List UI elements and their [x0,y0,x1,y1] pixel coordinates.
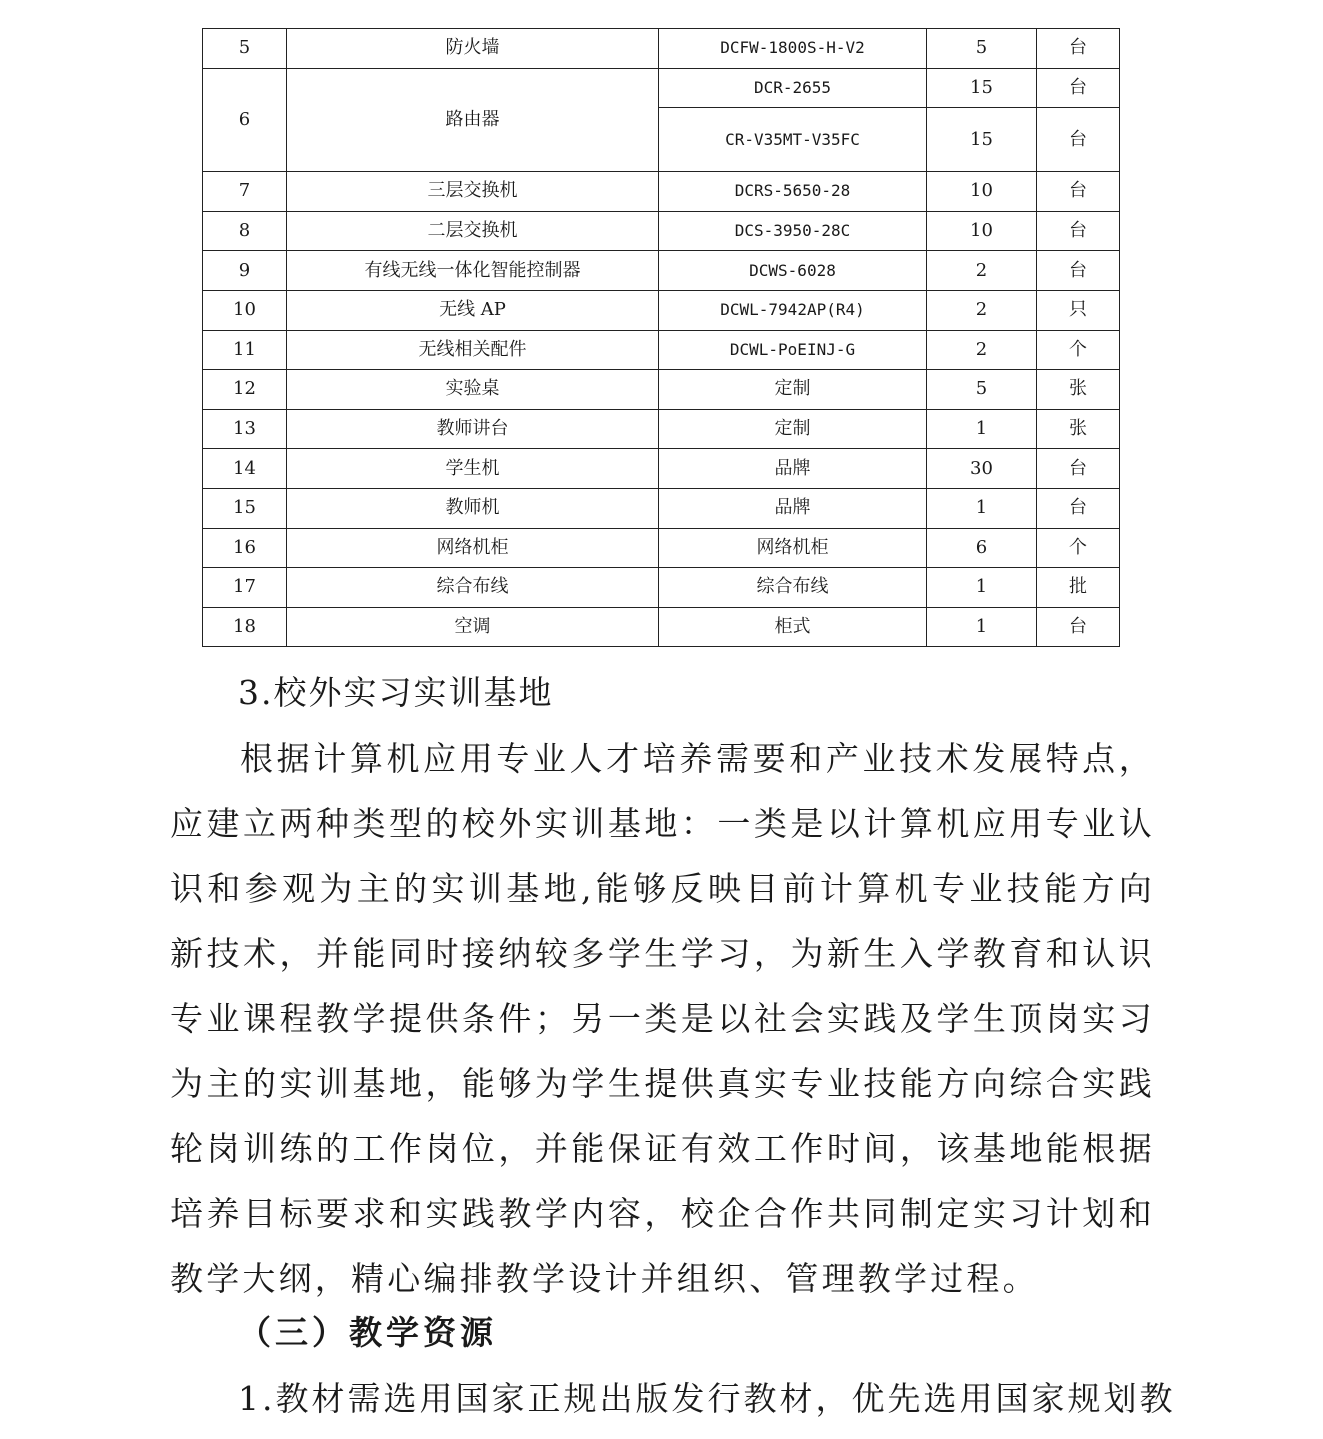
row-model: DCRS-5650-28 [659,172,927,212]
row-name: 实验桌 [287,370,659,410]
row-model: 品牌 [659,488,927,528]
row-name: 教师讲台 [287,409,659,449]
table-row [203,330,1120,370]
row-no: 9 [203,251,287,291]
row-unit: 批 [1037,568,1120,608]
section-heading: （三）教学资源 [238,1313,497,1352]
row-unit: 台 [1037,172,1120,212]
row-qty: 1 [927,488,1037,528]
row-name: 无线 AP [287,290,659,330]
row-qty: 15 [927,68,1037,108]
row-no: 7 [203,172,287,212]
row-no: 18 [203,607,287,647]
row-qty: 2 [927,330,1037,370]
row-unit: 台 [1037,488,1120,528]
row-model: 柜式 [659,607,927,647]
row-qty: 10 [927,172,1037,212]
row-qty: 1 [927,409,1037,449]
table-row [203,607,1120,647]
table-row [203,449,1120,489]
row-model: DCS-3950-28C [659,211,927,251]
table-row [203,211,1120,251]
row-name: 有线无线一体化智能控制器 [287,251,659,291]
row-qty: 5 [927,370,1037,410]
row-name: 学生机 [287,449,659,489]
row-unit: 个 [1037,528,1120,568]
table-row [203,68,1120,108]
row-unit: 台 [1037,251,1120,291]
row-no: 13 [203,409,287,449]
row-unit: 张 [1037,409,1120,449]
row-name: 二层交换机 [287,211,659,251]
table-row [203,409,1120,449]
row-no: 6 [203,68,287,172]
body-paragraph: 根据计算机应用专业人才培养需要和产业技术发展特点，应建立两种类型的校外实训基地：一类是以计算机应用专业认识和参观为主的实训基地,能够反映目前计算机专业技能方向新技术，并能同时接纳较多学生学习，为新生入学教育和认识专业课程教学提供条件；另一类是以社会实践及学生顶岗实习为主的实训基地，能够为学生提供真实专业技能方向综合实践轮岗训练的工作岗位，并能保证有效工作时间，该基地能根据培养目标要求和实践教学内容，校企合作共同制定实习计划和教学大纲，精心编排教学设计并组织、管理教学过程。 [170,739,1155,1298]
row-unit: 台 [1037,29,1120,69]
table-row [203,370,1120,410]
row-name: 防火墙 [287,29,659,69]
table-row [203,290,1120,330]
row-qty: 30 [927,449,1037,489]
row-unit: 台 [1037,211,1120,251]
row-qty: 2 [927,251,1037,291]
row-qty: 2 [927,290,1037,330]
row-no: 14 [203,449,287,489]
row-model: 网络机柜 [659,528,927,568]
row-name: 无线相关配件 [287,330,659,370]
row-qty: 10 [927,211,1037,251]
row-model: DCFW-1800S-H-V2 [659,29,927,69]
row-no: 10 [203,290,287,330]
row-model: DCR-2655 [659,68,927,108]
equipment-table [202,28,1120,647]
row-unit: 个 [1037,330,1120,370]
row-qty: 5 [927,29,1037,69]
row-unit: 台 [1037,68,1120,108]
row-no: 8 [203,211,287,251]
row-qty: 15 [927,108,1037,172]
row-model: 品牌 [659,449,927,489]
table-row [203,29,1120,69]
row-unit: 台 [1037,108,1120,172]
row-name: 路由器 [287,68,659,172]
table-row [203,528,1120,568]
row-no: 17 [203,568,287,608]
row-name: 空调 [287,607,659,647]
row-qty: 6 [927,528,1037,568]
row-name: 教师机 [287,488,659,528]
table-row [203,488,1120,528]
subsection-heading: 3.校外实习实训基地 [238,673,554,712]
row-no: 16 [203,528,287,568]
table-row [203,251,1120,291]
row-no: 15 [203,488,287,528]
row-model: CR-V35MT-V35FC [659,108,927,172]
row-name: 综合布线 [287,568,659,608]
row-no: 11 [203,330,287,370]
row-qty: 1 [927,607,1037,647]
row-model: 定制 [659,370,927,410]
row-unit: 台 [1037,607,1120,647]
row-name: 网络机柜 [287,528,659,568]
row-unit: 张 [1037,370,1120,410]
row-model: 定制 [659,409,927,449]
row-model: DCWS-6028 [659,251,927,291]
row-no: 12 [203,370,287,410]
table-row [203,568,1120,608]
row-model: DCWL-PoEINJ-G [659,330,927,370]
body-paragraph-start: 1.教材需选用国家正规出版发行教材，优先选用国家规划教 [238,1379,1176,1418]
row-no: 5 [203,29,287,69]
row-qty: 1 [927,568,1037,608]
row-unit: 只 [1037,290,1120,330]
row-model: DCWL-7942AP(R4) [659,290,927,330]
table-row [203,172,1120,212]
row-unit: 台 [1037,449,1120,489]
row-model: 综合布线 [659,568,927,608]
row-name: 三层交换机 [287,172,659,212]
